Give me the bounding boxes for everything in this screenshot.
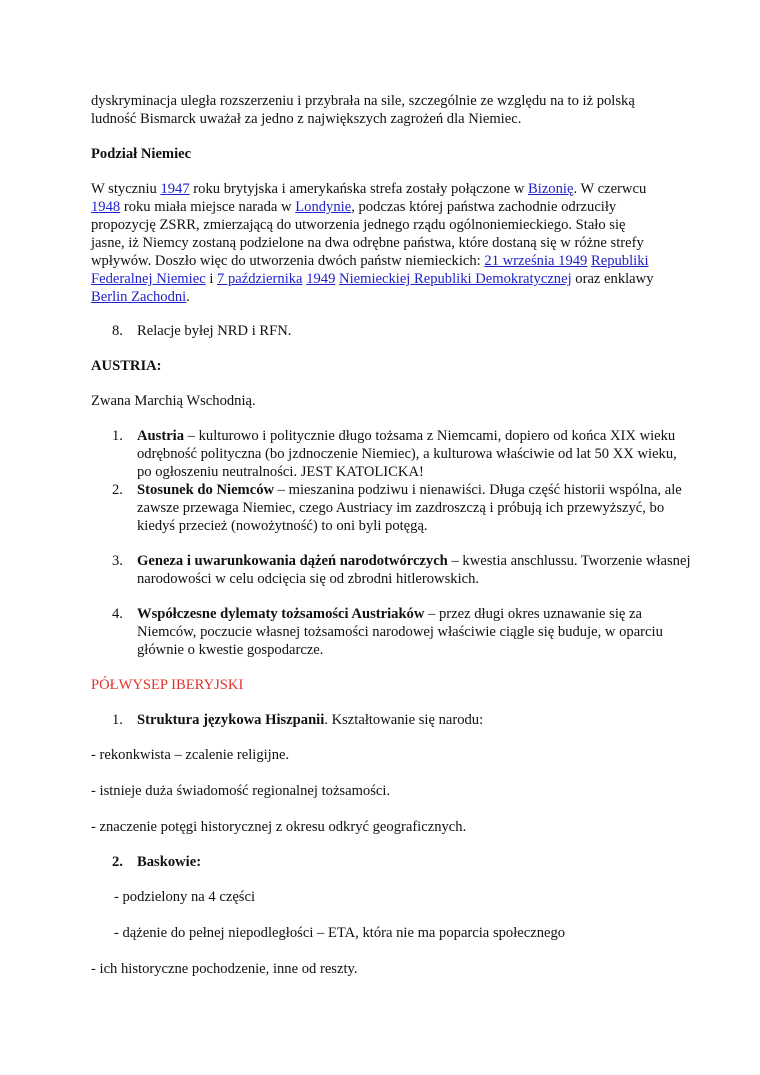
dash-item-3: - znaczenie potęgi historycznej z okresu odkryć geograficznych. (91, 819, 467, 835)
link-1949-b[interactable]: 1949 (306, 271, 336, 287)
sub-dash-item-1: - podzielony na 4 części (114, 889, 256, 905)
list-item-text: – kulturowo i politycznie długo tożsama z Niemcami, dopiero od końca XIX wieku odrębność polityczna (bo jzdnoczenie Niemiec), a kulturowa właściwie od lat 50 XX wieku, po ogłoszeniu neutralności. JEST KATOLICKA! (137, 428, 677, 480)
dash-item-4: - ich historyczne pochodzenie, inne od reszty. (91, 961, 358, 977)
list-item-iberia-1 (91, 711, 681, 729)
spacer (91, 535, 681, 552)
list-item-austria-1 (91, 427, 692, 481)
link-bizonia[interactable]: Bizonię (528, 181, 574, 197)
list-item-austria-2 (91, 481, 692, 535)
sub-dash-item-2: - dążenie do pełnej niepodległości – ETA, która nie ma poparcia społecznego (114, 925, 566, 941)
austria-subtitle: Zwana Marchią Wschodnią. (91, 393, 256, 409)
list-number: 8. (112, 323, 123, 339)
list-number: 1. (112, 712, 123, 728)
section-heading-podzial: Podział Niemiec (91, 146, 192, 162)
link-rfn[interactable]: Republiki Federalnej Niemiec (91, 253, 649, 287)
link-berlin-zachodni[interactable]: Berlin Zachodni (91, 289, 187, 305)
list-item-text: – mieszanina podziwu i nienawiści. Długa część historii wspólna, ale zawsze przewaga Niemiec, czego Austriacy im zazdroszczą i próbują ich przewyższyć, bo kiedyś przecież (nowożytność) to oni byli potęgą. (137, 482, 682, 534)
list-item-text: Relacje byłej NRD i RFN. (137, 323, 292, 339)
list-item-bold: Austria (137, 428, 185, 444)
list-number: 3. (112, 553, 123, 569)
dash-item-2: - istnieje duża świadomość regionalnej tożsamości. (91, 783, 391, 799)
link-1948[interactable]: 1948 (91, 199, 121, 215)
intro-line-1: dyskryminacja uległa rozszerzeniu i przybrała na sile, szczególnie ze względu na to iż polską (91, 93, 635, 109)
list-item-iberia-2 (91, 853, 681, 871)
intro-line-2: ludność Bismarck uważał za jedno z największych zagrożeń dla Niemiec. (91, 111, 522, 127)
list-item-bold: Geneza i uwarunkowania dążeń narodotwórczych (137, 553, 448, 569)
list-item-bold: Baskowie: (137, 854, 202, 870)
link-nrd[interactable]: Niemieckiej Republiki Demokratycznej (339, 271, 572, 287)
austria-list (91, 427, 691, 659)
list-item-bold: Współczesne dylematy tożsamości Austriaków (137, 606, 425, 622)
list-item-bold: Stosunek do Niemców (137, 482, 275, 498)
list-item-text: . Kształtowanie się narodu: (324, 712, 484, 728)
link-londyn[interactable]: Londynie (295, 199, 352, 215)
link-21-wrzesnia[interactable]: 21 września (484, 253, 555, 269)
list-item-relacje (91, 322, 681, 340)
link-1947[interactable]: 1947 (160, 181, 190, 197)
list-number: 1. (112, 428, 123, 444)
dash-item-1: - rekonkwista – zcalenie religijne. (91, 747, 290, 763)
list-number: 2. (112, 482, 123, 498)
list-item-text: – przez długi okres uznawanie się za Niemców, poczucie własnej tożsamości narodowej właściwie ciągle się buduje, w oparciu głównie o kwestie gospodarcze. (137, 606, 663, 658)
section-heading-iberia: PÓŁWYSEP IBERYJSKI (91, 677, 244, 693)
list-item-bold: Struktura językowa Hiszpanii (137, 712, 325, 728)
link-7-pazdziernika[interactable]: 7 października (217, 271, 303, 287)
list-number: 2. (112, 854, 123, 870)
list-number: 4. (112, 606, 123, 622)
document-page (91, 92, 691, 978)
link-1949-a[interactable]: 1949 (558, 253, 588, 269)
list-item-austria-4 (91, 605, 682, 659)
spacer (91, 659, 681, 676)
intro-paragraph (91, 92, 681, 128)
list-item-text: – kwestia anschlussu. Tworzenie własnej narodowości w celu odcięcia się od zbrodni hitlerowskich. (137, 553, 691, 587)
list-item-austria-3 (91, 552, 694, 588)
podzial-paragraph: W styczniu 1947 roku brytyjska i amerykańska strefa zostały połączone w Bizonię. W czerwcu 1948 roku miała miejsce narada w Londynie, podczas której państwa zachodnie odrzuciły propozycję ZSRR, zmierzającą do utworzenia jednego rządu ogólnoniemieckiego. Stało się jasne, iż Niemcy zostaną podzielone na dwa odrębne państwa, które dostaną się w różne strefy wpływów. Doszło więc do utworzenia dwóch państw niemieckich: 21 września 1949 Republiki Federalnej Niemiec i 7 października 1949 Niemieckiej Republiki Demokratycznej oraz enklawy Berlin Zachodni. (91, 181, 654, 305)
section-heading-austria: AUSTRIA: (91, 358, 162, 374)
spacer (91, 588, 681, 605)
